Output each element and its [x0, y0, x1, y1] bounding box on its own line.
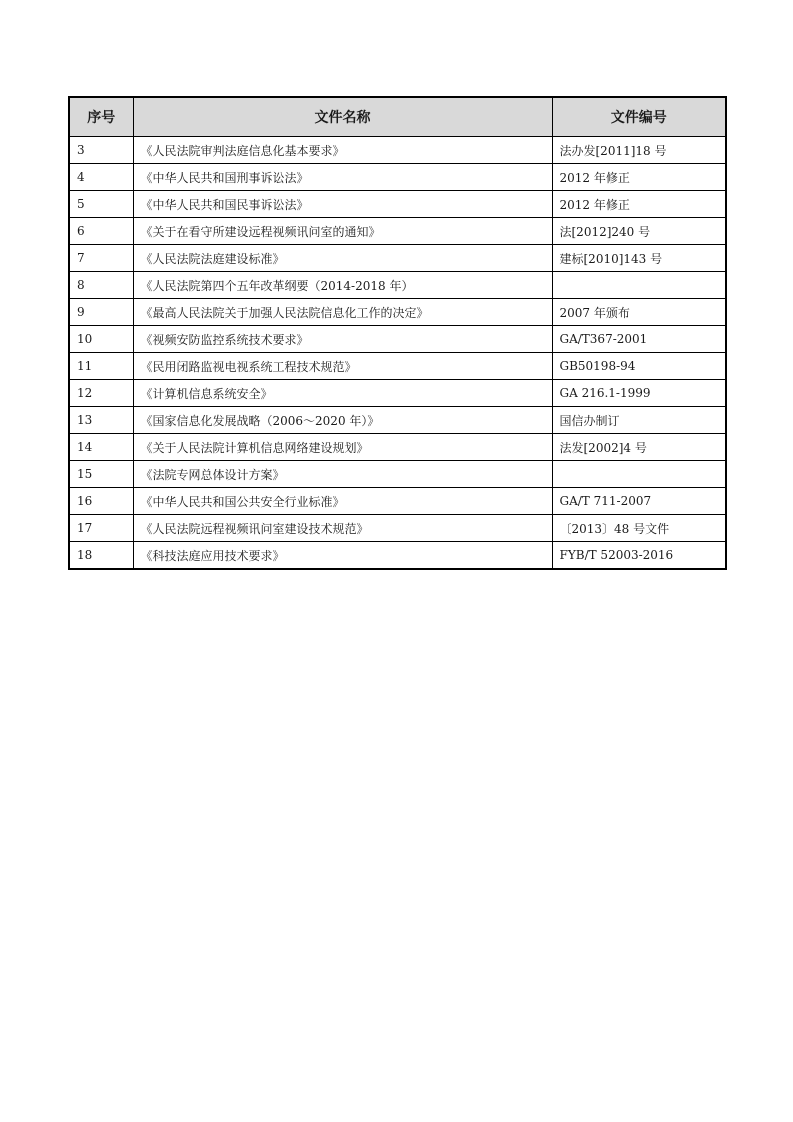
row-document-name: 《关于在看守所建设远程视频讯问室的通知》: [133, 218, 552, 245]
table-row: [69, 218, 726, 245]
row-document-number: [552, 461, 726, 488]
table-row: [69, 515, 726, 542]
header-row: [69, 97, 726, 137]
table-header: [69, 97, 726, 137]
row-document-number: GA 216.1-1999: [552, 380, 726, 407]
table-row: [69, 407, 726, 434]
table-row: [69, 245, 726, 272]
table-body: [69, 137, 726, 570]
row-document-number: GA/T367-2001: [552, 326, 726, 353]
table-row: [69, 380, 726, 407]
table-row: [69, 191, 726, 218]
row-document-number: 法发[2002]4 号: [552, 434, 726, 461]
row-document-number: GA/T 711-2007: [552, 488, 726, 515]
row-document-name: 《国家信息化发展战略（2006～2020 年）》: [133, 407, 552, 434]
row-index: 5: [69, 191, 133, 218]
row-document-number: 国信办制订: [552, 407, 726, 434]
table-row: [69, 272, 726, 299]
table-row: [69, 326, 726, 353]
table-row: [69, 461, 726, 488]
header-document-name: 文件名称: [133, 97, 552, 137]
row-document-number: [552, 272, 726, 299]
header-index: 序号: [69, 97, 133, 137]
row-document-name: 《人民法院法庭建设标准》: [133, 245, 552, 272]
row-document-name: 《最高人民法院关于加强人民法院信息化工作的决定》: [133, 299, 552, 326]
row-document-name: 《法院专网总体设计方案》: [133, 461, 552, 488]
row-index: 9: [69, 299, 133, 326]
row-index: 13: [69, 407, 133, 434]
table-row: [69, 353, 726, 380]
row-document-name: 《中华人民共和国民事诉讼法》: [133, 191, 552, 218]
row-document-number: 〔2013〕48 号文件: [552, 515, 726, 542]
row-document-number: 2012 年修正: [552, 191, 726, 218]
row-document-name: 《人民法院远程视频讯问室建设技术规范》: [133, 515, 552, 542]
row-index: 11: [69, 353, 133, 380]
table-row: [69, 137, 726, 164]
row-document-name: 《民用闭路监视电视系统工程技术规范》: [133, 353, 552, 380]
row-index: 18: [69, 542, 133, 570]
header-document-number: 文件编号: [552, 97, 726, 137]
row-document-number: 建标[2010]143 号: [552, 245, 726, 272]
row-document-name: 《计算机信息系统安全》: [133, 380, 552, 407]
row-index: 3: [69, 137, 133, 164]
table-row: [69, 434, 726, 461]
row-document-number: 法[2012]240 号: [552, 218, 726, 245]
row-index: 15: [69, 461, 133, 488]
row-index: 10: [69, 326, 133, 353]
row-index: 16: [69, 488, 133, 515]
row-document-name: 《关于人民法院计算机信息网络建设规划》: [133, 434, 552, 461]
row-document-number: FYB/T 52003-2016: [552, 542, 726, 570]
document-list-table: [68, 96, 727, 570]
table-row: [69, 488, 726, 515]
table-row: [69, 299, 726, 326]
table-row: [69, 542, 726, 570]
row-document-number: 法办发[2011]18 号: [552, 137, 726, 164]
row-index: 7: [69, 245, 133, 272]
row-document-number: 2007 年颁布: [552, 299, 726, 326]
row-document-name: 《人民法院第四个五年改革纲要（2014-2018 年）: [133, 272, 552, 299]
row-document-name: 《科技法庭应用技术要求》: [133, 542, 552, 570]
row-document-number: 2012 年修正: [552, 164, 726, 191]
row-document-name: 《中华人民共和国刑事诉讼法》: [133, 164, 552, 191]
row-index: 12: [69, 380, 133, 407]
table-row: [69, 164, 726, 191]
row-index: 4: [69, 164, 133, 191]
row-document-name: 《人民法院审判法庭信息化基本要求》: [133, 137, 552, 164]
row-index: 14: [69, 434, 133, 461]
row-index: 17: [69, 515, 133, 542]
row-document-name: 《中华人民共和国公共安全行业标准》: [133, 488, 552, 515]
row-index: 6: [69, 218, 133, 245]
row-index: 8: [69, 272, 133, 299]
row-document-name: 《视频安防监控系统技术要求》: [133, 326, 552, 353]
row-document-number: GB50198-94: [552, 353, 726, 380]
